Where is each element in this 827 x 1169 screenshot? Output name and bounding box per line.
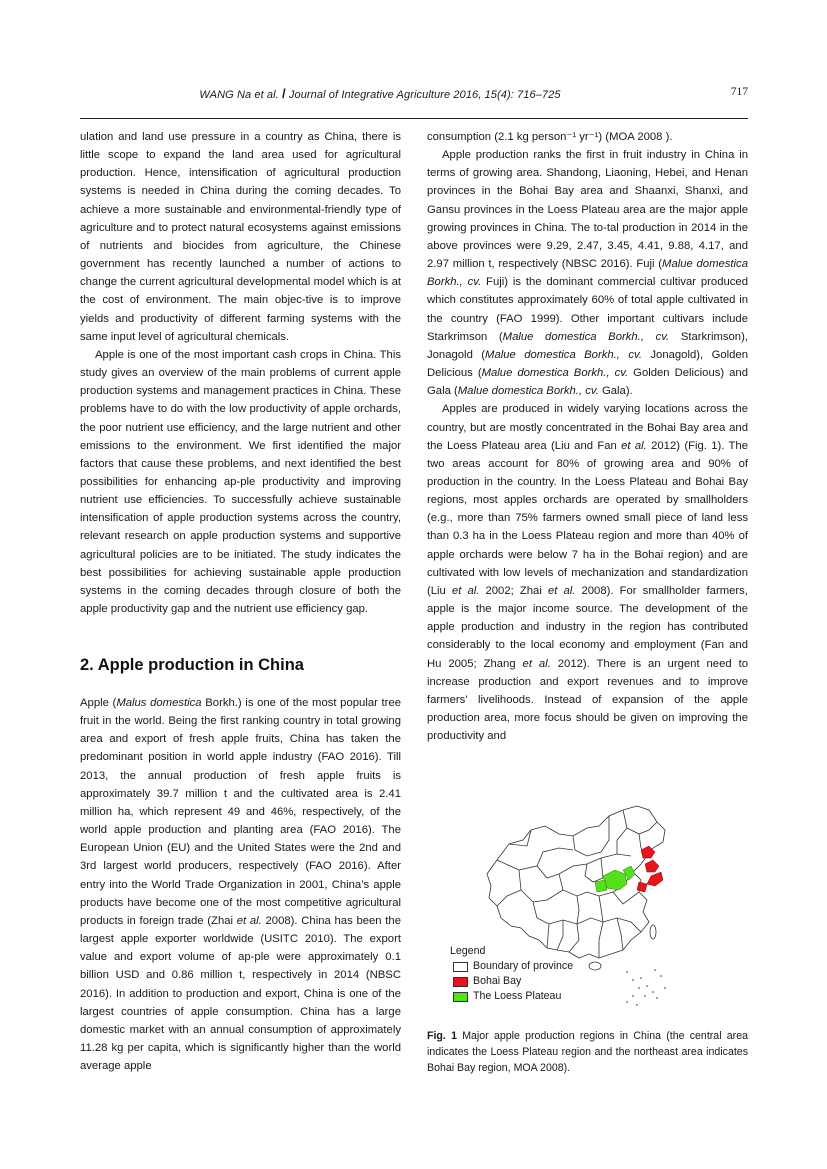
- paragraph: Apple is one of the most important cash crops in China. This study gives an overview of the main problems of current apple production systems and management practices in China. These problems have to do with the low productivity of apple orchards, the poor nutrient use efficiency, and the large nutrient and other emissions to the environment. We first identified the major factors that cause these problems, and next identified the best possibilities for enhancing ap-ple productivity and improving nutrient use efficiencies. To successfully achieve sustainable intensification of apple production systems across the country, relevant research on apple production systems and supportive agricultural policies are to be initiated. The study indicates the best possibilities for achieving sustainable apple production systems in the coming decades through closure of both the apple productivity gap and the nutrient use efficiency gap.: [80, 348, 401, 616]
- legend-label: Boundary of province: [473, 960, 574, 972]
- text-run: Apple (: [80, 697, 117, 709]
- et-al: et al.: [451, 584, 480, 597]
- header-rule: [80, 118, 748, 119]
- text-run: Golden Delicious) and Gala (: [427, 367, 748, 398]
- legend-label: Bohai Bay: [473, 975, 522, 987]
- paragraph: [427, 146, 748, 400]
- text-run: Jonagold), Golden Delicious (: [427, 348, 748, 380]
- author-running-head: WANG Na et al.: [199, 89, 279, 101]
- header-separator: /: [282, 86, 286, 101]
- right-column: [427, 128, 748, 745]
- text-run: Apple production ranks the first in fruit industry in China in terms of growing area. Shandong, Liaoning, Hebei, and Henan provinces in the Bohai Bay area and Shaanxi, Shanxi, and Gansu provinces in the Loess Plateau area are the major apple growing provinces in China. The to-tal production in 2014 in the above provinces were 9.29, 2.47, 3.45, 4.41, 9.88, 4.17, and 2.97 million t, respectively (NBSC 2016). Fuji (: [427, 149, 748, 271]
- running-header: [80, 86, 748, 106]
- page-number: 717: [730, 86, 748, 98]
- paragraph: [427, 400, 748, 745]
- section-heading: 2. Apple production in China: [80, 656, 304, 674]
- species-name: Malus domestica: [116, 697, 202, 709]
- left-column-top: [80, 128, 401, 618]
- paragraph: consumption (2.1 kg person⁻¹ yr⁻¹) (MOA 2008 ).: [427, 131, 673, 143]
- text-run: 2012) (Fig. 1). The two areas account for 80% of growing area and 90% of production in the country. In the Loess Plateau and Bohai Bay regions, most apples orchards are operated by smallholders (e.g., more than 75% farmers owned small piece of land less than 0.3 ha in the Loess Plateau region and more than 40% of apple orchards were below 7 ha in the Bohai region) and are cultivated with low levels of mechanization and standardization (Liu: [427, 439, 748, 597]
- text-run: Borkh.) is one of the most popular tree fruit in the world. Being the first ranking country in total growing area and export of fresh apple fruits, China has taken the predominant position in world apple industry (FAO 2016). Till 2013, the annual production of fresh apple fruits is approximately 39.7 million t and the cultivated area is 2.41 million ha, which represent 49 and 46%, respectively, of the world apple production and planting area (FAO 2016). The European Union (EU) and the United States were the 2nd and 3rd largest world producers, respectively (FAO 2016). After entry into the World Trade Organization in 2001, China’s apple products have become one of the most competitive agricultural products in foreign trade (Zhai: [80, 697, 401, 927]
- legend-item-boundary: [450, 959, 573, 974]
- et-al: et al.: [547, 584, 576, 597]
- legend-item-loess-plateau: [450, 989, 573, 1004]
- cultivar-name: Malue domestica Borkh., cv.: [485, 348, 642, 361]
- journal-citation: Journal of Integrative Agriculture 2016, 15(4): 716–725: [288, 89, 561, 101]
- loess-plateau-swatch: [453, 992, 468, 1002]
- text-run: Fuji) is the dominant commercial cultivar produced which constitutes approximately 60% of total apple cultivated in the country (FAO 1999). Other important cultivars include Starkrimson (: [427, 276, 748, 343]
- left-column-bottom: [80, 694, 401, 1075]
- province-boundaries: [487, 806, 665, 958]
- text-run: Apples are produced in widely varying locations across the country, but are mostly concentrated in the Bohai Bay area and the Loess Plateau area (Liu and Fan: [427, 403, 748, 452]
- et-al: et al.: [621, 439, 647, 452]
- running-head: [80, 86, 680, 101]
- text-run: Gala).: [598, 385, 633, 398]
- cultivar-name: Malue domestica Borkh., cv.: [481, 367, 629, 380]
- bohai-bay-region: [637, 846, 663, 892]
- cultivar-name: Malue domestica Borkh., cv.: [457, 385, 599, 398]
- et-al: et al.: [236, 914, 262, 927]
- taiwan-island: [650, 925, 656, 939]
- text-run: Starkrimson), Jonagold (: [427, 330, 748, 361]
- text-run: 2002; Zhai: [479, 584, 548, 597]
- legend-item-bohai-bay: [450, 974, 573, 989]
- map-legend: [450, 944, 573, 1004]
- caption-text: Major apple production regions in China (the central area indicates the Loess Plateau region and the northeast area indicates Bohai Bay region, MOA 2008).: [427, 1030, 748, 1074]
- cultivar-name: Malue domestica Borkh., cv.: [502, 330, 670, 343]
- boundary-swatch: [453, 962, 468, 972]
- text-run: 2008). For smallholder farmers, apple is the major income source. The development of the apple production and industry in the region has contributed considerably to the local economy and employment (Fan and Hu 2005; Zhang: [427, 584, 748, 670]
- text-run: 2012). There is an urgent need to increase production and export revenues and to improve farmers’ livelihoods. Instead of expansion of the apple production area, more focus should be given on improving the productivity and: [427, 657, 748, 743]
- legend-label: The Loess Plateau: [473, 990, 562, 1002]
- paragraph: [80, 694, 401, 1075]
- south-china-sea-islands: [626, 969, 666, 1006]
- et-al: et al.: [522, 657, 551, 670]
- hainan-island: [589, 962, 601, 970]
- legend-title: Legend: [450, 945, 486, 957]
- text-run: 2008). China has been the largest apple exporter worldwide (USITC 2010). The export value and export volume of ap-ple were approximately 0.1 billion USD and 0.86 million t, respectively in 2014 (NBSC 2016). In addition to production and export, China is one of the largest countries of apple consumption. China has a large domestic market with an annual consumption of approximately 11.28 kg per capita, which is significantly higher than the world average apple: [80, 914, 401, 1073]
- figure-label: Fig. 1: [427, 1030, 457, 1042]
- cultivar-name: Malue domestica Borkh., cv.: [427, 258, 748, 289]
- paragraph: ulation and land use pressure in a country as China, there is little scope to expand the land area used for agricultural production. Hence, intensification of agricultural production systems is needed in China during the coming decades. To achieve a more sustainable and environmental-friendly type of agriculture and to protect natural ecosystems against emissions of nutrients and biocides from agriculture, the Chinese government has recently launched a number of actions to change the current agricultural developmental model which is at the cost of environment. The main objec-tive is to improve yields and productivity of different farming systems with the same input level of agricultural chemicals.: [80, 131, 401, 343]
- bohai-bay-swatch: [453, 977, 468, 987]
- figure-caption: [427, 1028, 748, 1076]
